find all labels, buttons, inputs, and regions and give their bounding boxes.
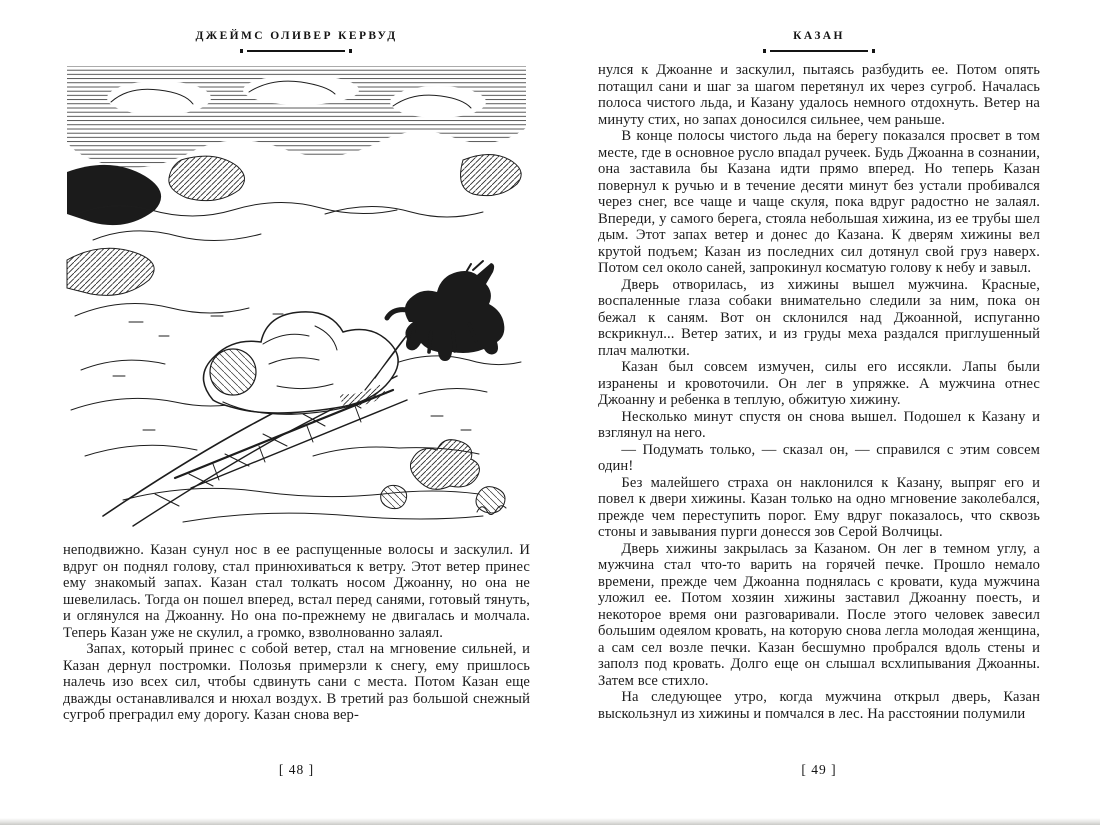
- running-head-title: КАЗАН: [793, 30, 845, 42]
- paragraph: нулся к Джоанне и заскулил, пытаясь разбудить ее. Потом опять потащил сани и шаг за шагом перетянул их через сугроб. Началась полоса чистого льда, и Казану удалось немного отдохнуть. Ветер на минуту стих, но запах доносился сильнее, чем раньше.: [598, 62, 1040, 128]
- header-ornament: [240, 49, 352, 53]
- ornament-bar: [247, 50, 345, 52]
- paragraph: Запах, который принес с собой ветер, стал на мгновение сильней, и Казан дернул постромки. Полозья примерзли к снегу, ему пришлось налечь изо всех сил, чтобы сдвинуть сани с места. Потом Казан еще дважды останавливался и нюхал воздух. В третий раз большой снежный сугроб преградил ему дорогу. Казан снова вер-: [63, 641, 530, 723]
- paragraph: — Подумать только, — сказал он, — справился с этим совсем один!: [598, 441, 1040, 474]
- ornament-bar: [770, 50, 868, 52]
- page-number-left: [ 48 ]: [278, 762, 315, 777]
- illustration-dog-sled: [63, 64, 530, 536]
- right-page-text: [598, 62, 1040, 722]
- paragraph: В конце полосы чистого льда на берегу показался просвет в том месте, где в основное русло впадал ручеек. Будь Джоанна в сознании, она заставила бы Казана идти прямо вперед. Но теперь Казан повернул к ручью и в течение десяти минут без устали пробивался через снег, все чаще и чаще скуля, пока вдруг радостно не залаял. Впереди, у самого берега, стояла небольшая хижина, из ее трубы шел дым. Этот запах ветер и донес до Казана. К дверям хижины вел крутой подъем; Казан из последних сил дотянул свой груз наверх. Потом сел около саней, запрокинул косматую голову к небу и завыл.: [598, 128, 1040, 276]
- page-bottom-edge: [0, 818, 1100, 825]
- ornament-tick: [763, 49, 766, 53]
- left-page-text: [63, 542, 530, 724]
- paragraph: неподвижно. Казан сунул нос в ее распущенные волосы и заскулил. И вдруг он поднял голову, стал принюхиваться к ветру. Этот ветер принес ему знакомый запах. Казан стал толкать носом Джоанну, но она не шевелилась. Тогда он пошел вперед, встал перед санями, готовый тянуть, и оглянулся на Джоанну. Но она по-прежнему не двигалась и молчала. Теперь Казан уже не скулил, а громко, взволнованно залаял.: [63, 542, 530, 641]
- ornament-tick: [872, 49, 875, 53]
- paragraph: Без малейшего страха он наклонился к Казану, выпряг его и повел к двери хижины. Казан только на одно мгновение заколебался, прежде чем переступить порог. Ему вдруг показалось, что сквозь стоны и завывания пурги донесся зов Серой Волчицы.: [598, 474, 1040, 540]
- running-head-author: ДЖЕЙМС ОЛИВЕР КЕРВУД: [195, 30, 398, 42]
- ornament-tick: [240, 49, 243, 53]
- paragraph: Дверь хижины закрылась за Казаном. Он лег в темном углу, а мужчина стал что-то варить на горячей печке. Прошло немало времени, прежде чем Джоанна поднялась с кровати, куда мужчина уложил ее. Потом хозяин хижины заставил Джоанну поесть, и некоторое время они разговаривали. После этого человек завесил большим одеялом кровать, на которую снова легла молодая женщина, а сам сел возле печки. Казан бесшумно пробрался вдоль стены и заполз под кровать. Долго еще он слышал всхлипывания Джоанны. Затем все стихло.: [598, 540, 1040, 689]
- ornament-tick: [349, 49, 352, 53]
- dog-sled-drawing: [63, 64, 530, 534]
- paragraph: Казан был совсем измучен, силы его иссякли. Лапы были изранены и кровоточили. Он лег в упряжке. А мужчина отнес Джоанну и ребенка в теплую, обжитую хижину.: [598, 359, 1040, 408]
- paragraph: Несколько минут спустя он снова вышел. Подошел к Казану и взглянул на него.: [598, 408, 1040, 441]
- page-number-right: [ 49 ]: [801, 762, 837, 777]
- paragraph: Дверь отворилась, из хижины вышел мужчина. Красные, воспаленные глаза собаки внимательно следили за ним, пока он бежал к саням. Вот он склонился над Джоанной, испуганно вскрикнул... Ветер затих, и из груды меха раздался приглушенный плач малютки.: [598, 276, 1040, 359]
- paragraph: На следующее утро, когда мужчина открыл дверь, Казан выскользнул из хижины и помчался в лес. На расстоянии полумили: [598, 689, 1040, 722]
- header-ornament: [763, 49, 875, 53]
